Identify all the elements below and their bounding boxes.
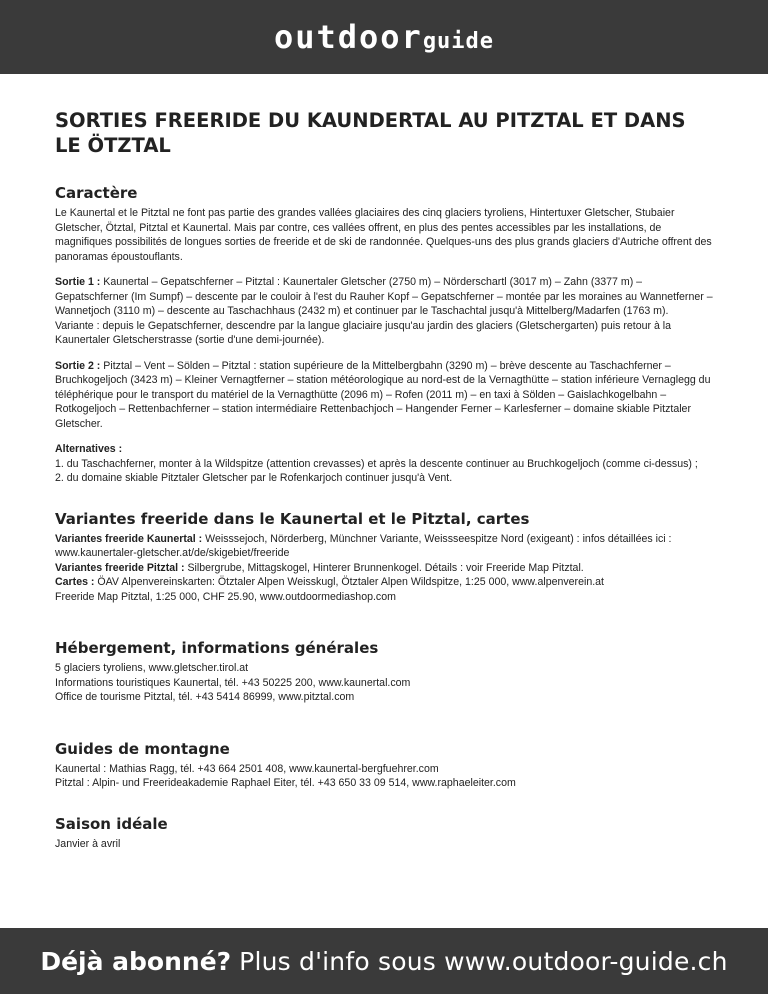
guides-line-1: Kaunertal : Mathias Ragg, tél. +43 664 2501 408, www.kaunertal-bergfuehrer.com	[55, 762, 439, 775]
header-bar	[0, 0, 768, 74]
freeride-map-line: Freeride Map Pitztal, 1:25 000, CHF 25.90, www.outdoormediashop.com	[55, 590, 396, 603]
sortie-2-text: Pitztal – Vent – Sölden – Pitztal : station supérieure de la Mittelbergbahn (3290 m) – brève descente au Taschachferner – Bruchkogeljoch (3423 m) – Kleiner Vernagtferner – station météorologique au nord-est de la Vernagthütte – station inférieure Vernaglegg du téléphérique pour le transport du matériel de la Vernagthütte (2096 m) – Rofen (2011 m) – en taxi à Sölden – Gaislachkogelbahn – Rotkogeljoch – Rettenbachferner – station intermédiaire Rettenbachjoch – Hangender Ferner – Karlesferner – domaine skiable Pitztaler Gletscher.	[55, 359, 711, 430]
kaunertal-label: Variantes freeride Kaunertal :	[55, 532, 203, 545]
cartes-label: Cartes :	[55, 576, 95, 588]
cartes-text: ÖAV Alpenvereinskarten: Ötztaler Alpen Weisskugl, Ötztaler Alpen Wildspitze, 1:25 000, www.alpenverein.at	[94, 576, 604, 588]
section-heading-hebergement: Hébergement, informations générales	[55, 639, 379, 657]
section-heading-saison: Saison idéale	[55, 814, 168, 833]
footer-bar[interactable]	[0, 928, 768, 994]
section-heading-variantes: Variantes freeride dans le Kaunertal et le Pitztal, cartes	[55, 509, 530, 528]
sortie-2-label: Sortie 2 :	[55, 359, 101, 372]
guides-line-2: Pitztal : Alpin- und Freerideakademie Raphael Eiter, tél. +43 650 33 09 514, www.raphaeleiter.com	[55, 777, 516, 789]
hebergement-line-2: Informations touristiques Kaunertal, tél. +43 50225 200, www.kaunertal.com	[55, 676, 411, 689]
footer-link-text[interactable]: Plus d'info sous www.outdoor-guide.ch	[239, 946, 728, 976]
alternative-2: 2. du domaine skiable Pitztaler Gletscher par le Rofenkarjoch continuer jusqu'à Vent.	[55, 472, 453, 484]
pitztal-variants	[55, 561, 717, 576]
intro-paragraph: Le Kaunertal et le Pitztal ne font pas partie des grandes vallées glaciaires des cinq glaciers tyroliens, Hintertuxer Gletscher, Stubaier Gletscher, Ötztal, Pitztal et Kaunertal. Mais par contre, ces vallées offrent, en plus des pentes accessibles par les installations, de magnifiques possibilités de longues sorties de freeride et de ski de randonnée. Quelques-uns des plus grands glaciers d'Autriche offrent des panoramas époustouflants.	[55, 207, 712, 263]
logo-sub: guide	[422, 29, 495, 54]
sortie-1-text: Kaunertal – Gepatschferner – Pitztal : Kaunertaler Gletscher (2750 m) – Nörderschartl (3017 m) – Zahn (3377 m) – Gepatschferner (Im Sumpf) – descente par le couloir à l'est du Rauher Kopf – Gepatschferner – montée par les moraines au Wannetferner – Wannetjoch (3110 m) – descente au Taschachhaus (2432 m) et continuer par le Taschachtal jusqu'à Mittelberg/Madarfen (1763 m).	[55, 276, 713, 317]
saison-line: Janvier à avril	[55, 837, 121, 850]
hebergement-line-1: 5 glaciers tyroliens, www.gletscher.tirol.at	[55, 662, 249, 674]
pitztal-label: Variantes freeride Pitztal :	[55, 561, 185, 574]
cartes-line	[55, 575, 717, 590]
hebergement-line-3: Office de tourisme Pitztal, tél. +43 5414 86999, www.pitztal.com	[55, 691, 355, 703]
logo-main: outdoor	[273, 18, 423, 56]
alternatives-label	[55, 442, 717, 457]
outdoor-guide-logo[interactable]	[274, 18, 494, 56]
sortie-2-paragraph	[55, 359, 717, 432]
kaunertal-text: Weisssejoch, Nörderberg, Münchner Variante, Weissseespitze Nord (exigeant) : infos détaillées ici : www.kaunertaler-gletscher.at/de/skigebiet/freeride	[55, 532, 672, 559]
kaunertal-variants	[55, 532, 717, 561]
article	[55, 108, 717, 851]
pitztal-text: Silbergrube, Mittagskogel, Hinterer Brunnenkogel. Détails : voir Freeride Map Pitztal.	[184, 561, 584, 574]
section-heading-guides: Guides de montagne	[55, 739, 230, 758]
section-heading-caractere: Caractère	[55, 184, 138, 202]
page-title: SORTIES FREERIDE DU KAUNDERTAL AU PITZTAL ET DANS LE ÖTZTAL	[55, 109, 686, 157]
sortie-1-label: Sortie 1 :	[55, 276, 101, 288]
footer-strong-text: Déjà abonné?	[40, 946, 232, 976]
variante-paragraph: Variante : depuis le Gepatschferner, descendre par la langue glaciaire jusqu'au jardin des glaciers (Gletschergarten) puis retour à la Kaunertaler Gletscherstrasse (sortie d'une demi-journée).	[55, 319, 672, 346]
sortie-1-paragraph	[55, 275, 717, 319]
alternatives-label-text: Alternatives :	[55, 443, 123, 455]
alternative-1: 1. du Taschachferner, monter à la Wildspitze (attention crevasses) et après la descente continuer au Bruchkogeljoch (comme ci-dessus) ;	[55, 457, 698, 470]
